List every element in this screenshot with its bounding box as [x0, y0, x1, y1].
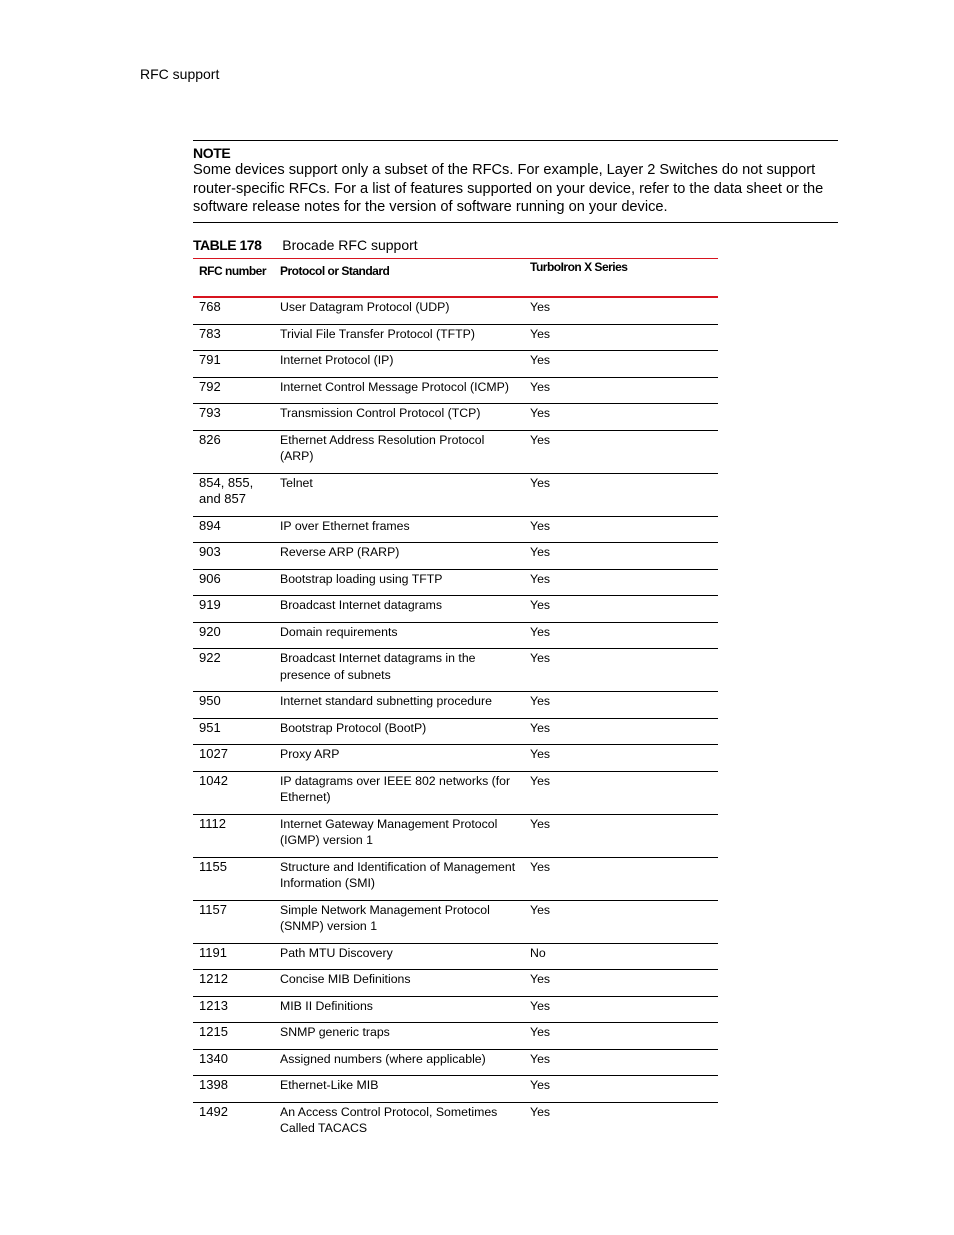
table-row	[193, 404, 718, 431]
table-row	[193, 692, 718, 719]
table-row	[193, 351, 718, 378]
header-rfc-number: RFC number	[199, 264, 266, 278]
support-cell: Yes	[530, 571, 551, 586]
protocol-cell: Structure and Identification of Management Information (SMI)	[280, 859, 516, 890]
table-row	[193, 996, 718, 1023]
rfc-number-cell: 792	[199, 378, 221, 394]
table-number: TABLE 178	[193, 237, 262, 253]
note-text: Some devices support only a subset of the RFCs. For example, Layer 2 Switches do not support router-specific RFCs. For a list of features supported on your device, refer to the data sheet or the software release notes for the version of software running on your device.	[193, 162, 824, 215]
support-cell: Yes	[530, 379, 551, 394]
support-cell: Yes	[530, 972, 551, 986]
support-cell: Yes	[530, 859, 551, 874]
rfc-number-cell: 1191	[199, 944, 227, 960]
rfc-number-cell: 1340	[199, 1050, 228, 1066]
table-caption	[193, 237, 418, 253]
table-row	[193, 745, 718, 772]
rfc-number-cell: 1398	[199, 1077, 228, 1092]
protocol-cell: IP datagrams over IEEE 802 networks (for Ethernet)	[280, 773, 511, 804]
protocol-cell: Telnet	[280, 475, 313, 490]
rfc-number-cell: 920	[199, 623, 221, 639]
support-cell: Yes	[530, 518, 551, 533]
table-row	[193, 1049, 718, 1076]
rfc-support-table	[193, 258, 718, 1145]
note-box	[193, 140, 838, 223]
table-row	[193, 900, 718, 943]
support-cell: Yes	[530, 353, 551, 367]
table-row	[193, 430, 718, 473]
rfc-number-cell: 1157	[199, 901, 227, 917]
rfc-number-cell: 791	[199, 352, 221, 367]
rfc-number-cell: 922	[199, 650, 221, 665]
table-title: Brocade RFC support	[282, 237, 418, 253]
table-row	[193, 324, 718, 351]
running-head: RFC support	[140, 66, 220, 82]
protocol-cell: Domain requirements	[280, 624, 398, 639]
protocol-cell: Internet Control Message Protocol (ICMP)	[280, 379, 509, 394]
protocol-cell: Transmission Control Protocol (TCP)	[280, 406, 481, 420]
protocol-cell: Trivial File Transfer Protocol (TFTP)	[280, 326, 475, 341]
table-row	[193, 473, 718, 516]
table-row	[193, 377, 718, 404]
support-cell: Yes	[530, 1025, 551, 1039]
support-cell: Yes	[530, 598, 551, 612]
table-row	[193, 1076, 718, 1103]
support-cell: Yes	[530, 998, 551, 1013]
support-cell: Yes	[530, 773, 551, 788]
rfc-number-cell: 1042	[199, 772, 228, 788]
rfc-number-cell: 919	[199, 597, 221, 612]
rfc-number-cell: 1027	[199, 746, 228, 761]
header-protocol: Protocol or Standard	[280, 264, 390, 278]
support-cell: Yes	[530, 406, 551, 420]
table-body	[193, 297, 718, 1145]
rfc-number-cell: 951	[199, 719, 221, 735]
protocol-cell: Internet standard subnetting procedure	[280, 694, 492, 708]
protocol-cell: Ethernet-Like MIB	[280, 1078, 379, 1092]
rfc-number-cell: 906	[199, 570, 221, 586]
rfc-number-cell: 1155	[199, 858, 227, 874]
rfc-number-cell: 1213	[199, 997, 228, 1013]
rfc-number-cell: 1112	[199, 815, 226, 831]
protocol-cell: SNMP generic traps	[280, 1025, 390, 1039]
table-row	[193, 771, 718, 814]
protocol-cell: Internet Protocol (IP)	[280, 353, 394, 367]
table-row	[193, 943, 718, 970]
table-row	[193, 857, 718, 900]
protocol-cell: Reverse ARP (RARP)	[280, 545, 400, 559]
protocol-cell: Simple Network Management Protocol (SNMP) version 1	[280, 902, 490, 933]
support-cell: Yes	[530, 545, 551, 559]
rfc-number-cell: 1215	[199, 1024, 228, 1039]
rfc-number-cell: 854, 855, and 857	[199, 474, 254, 506]
protocol-cell: IP over Ethernet frames	[280, 518, 410, 533]
protocol-cell: Internet Gateway Management Protocol (IGMP) version 1	[280, 816, 498, 847]
support-cell: Yes	[530, 694, 551, 708]
header-turboiron: TurboIron X Series	[530, 260, 628, 274]
table-row	[193, 622, 718, 649]
support-cell: Yes	[530, 1051, 551, 1066]
support-cell: Yes	[530, 475, 551, 490]
support-cell: Yes	[530, 432, 551, 447]
protocol-cell: Bootstrap Protocol (BootP)	[280, 720, 427, 735]
support-cell: Yes	[530, 902, 551, 917]
rfc-number-cell: 826	[199, 431, 221, 447]
rfc-number-cell: 950	[199, 693, 221, 708]
protocol-cell: An Access Control Protocol, Sometimes Called TACACS	[280, 1104, 498, 1135]
table-row	[193, 596, 718, 623]
table-row	[193, 718, 718, 745]
protocol-cell: Assigned numbers (where applicable)	[280, 1051, 486, 1066]
protocol-cell: Broadcast Internet datagrams in the presence of subnets	[280, 651, 476, 682]
protocol-cell: Broadcast Internet datagrams	[280, 598, 442, 612]
support-cell: Yes	[530, 747, 551, 761]
support-cell: Yes	[530, 624, 551, 639]
support-cell: Yes	[530, 1104, 551, 1119]
rfc-number-cell: 783	[199, 325, 221, 341]
table-row	[193, 1023, 718, 1050]
rfc-number-cell: 768	[199, 299, 221, 314]
support-cell: Yes	[530, 651, 551, 665]
support-cell: Yes	[530, 720, 551, 735]
protocol-cell: Concise MIB Definitions	[280, 972, 411, 986]
table-header-row	[193, 259, 718, 298]
table-row	[193, 297, 718, 324]
protocol-cell: MIB II Definitions	[280, 998, 373, 1013]
table-row	[193, 970, 718, 997]
protocol-cell: Path MTU Discovery	[280, 945, 393, 960]
note-label: NOTE	[193, 145, 231, 161]
support-cell: Yes	[530, 816, 551, 831]
table-row	[193, 649, 718, 692]
protocol-cell: User Datagram Protocol (UDP)	[280, 300, 450, 314]
table-row	[193, 543, 718, 570]
rfc-number-cell: 894	[199, 517, 221, 533]
rfc-number-cell: 1212	[199, 971, 228, 986]
rfc-number-cell: 1492	[199, 1103, 228, 1119]
protocol-cell: Bootstrap loading using TFTP	[280, 571, 443, 586]
table-row	[193, 569, 718, 596]
table-row	[193, 814, 718, 857]
protocol-cell: Proxy ARP	[280, 747, 340, 761]
support-cell: No	[530, 945, 546, 960]
rfc-number-cell: 903	[199, 544, 221, 559]
support-cell: Yes	[530, 326, 551, 341]
support-cell: Yes	[530, 1078, 551, 1092]
table-row	[193, 1102, 718, 1145]
table-row	[193, 516, 718, 543]
rfc-number-cell: 793	[199, 405, 221, 420]
support-cell: Yes	[530, 300, 551, 314]
protocol-cell: Ethernet Address Resolution Protocol (ARP)	[280, 432, 485, 463]
